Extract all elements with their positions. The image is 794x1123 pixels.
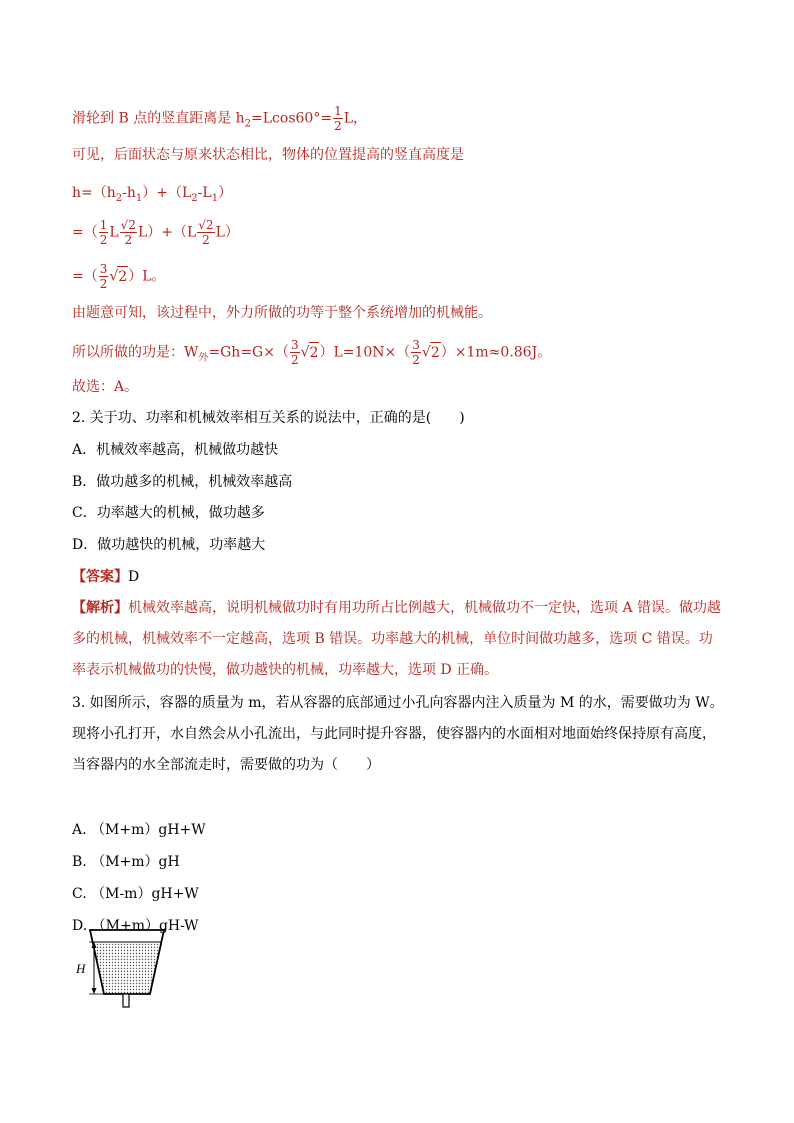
solution-line-5: =（ $\frac{3}{2}$ √2）L。 [72,262,166,291]
fraction: $\frac{√2}{2}$ [120,218,136,247]
question-3-stem: 3. 如图所示，容器的质量为 m，若从容器的底部通过小孔向容器内注入质量为 M 的水，需要做功为 W。现将小孔打开，水自然会从小孔流出，与此同时提升容器，使容器内的水面相对地面始终保持原有高度，当容器内的水全部流走时，需要做的功为（ ） [72,695,724,773]
solution-line-4: =（ $\frac{1}{2}$ L $\frac{√2}{2}$ L）+（L $\frac{√2}{2}$ L） [72,218,239,247]
question-2-option-d: D．做功越快的机械，功率越大 [72,537,266,553]
answer-tag: 【答案】 [72,569,128,585]
fraction: $\frac{3}{2}$ [412,338,420,367]
container-figure [72,922,172,1017]
question-2-option-c: C．功率越大的机械，做功越多 [72,505,265,521]
fraction: $\frac{√2}{2}$ [198,218,214,247]
fraction: $\frac{1}{2}$ [99,218,108,247]
question-2-answer: 【答案】D [72,569,140,585]
solution-line-7: 所以所做的功是：$W_外=Gh=G\times$（ $\frac{3}{2}$ √2）L=10N×（ $\frac{3}{2}$ √2）×1m≈0.86J。 [72,338,552,367]
height-label-h: H [76,961,86,976]
analysis-tag: 【解析】 [72,600,128,616]
question-3-option-b: B. （M+m）gH [72,854,180,870]
solution-line-1: 滑轮到 B 点的竖直距离是 $h_2=Lcos60^\circ=$ $\frac{1}{2}$ L， [72,104,367,133]
fraction: $\frac{3}{2}$ [99,262,108,291]
question-2-stem: 2. 关于功、功率和机械效率相互关系的说法中，正确的是( ) [72,410,465,426]
solution-line-8: 故选：A。 [72,379,139,395]
bottom-hole-tube [123,994,129,1007]
question-3-option-a: A. （M+m）gH+W [72,822,206,838]
solution-line-2: 可见，后面状态与原来状态相比，物体的位置提高的竖直高度是 [72,147,464,163]
solution-line-3: $h=(h_2-h_1)+(L_2-L_1)$ [72,185,233,204]
question-3-option-c: C. （M-m）gH+W [72,886,199,902]
fraction: $\frac{1}{2}$ [334,104,342,133]
question-3-option-d: D. （M+m）gH-W [72,918,199,934]
question-2-option-a: A．机械效率越高，机械做功越快 [72,442,279,458]
question-2-option-b: B．做功越多的机械，机械效率越高 [72,474,293,490]
fraction: $\frac{3}{2}$ [290,338,299,367]
question-2-analysis: 【解析】机械效率越高，说明机械做功时有用功所占比例越大，机械做功不一定快，选项 A 错误。做功越多的机械，机械效率不一定越高，选项 B 错误。功率越大的机械，单位时间做功越多，选项 C 错误。功率表示机械做功的快慢，做功越快的机械，功率越大，选项 D 正确。 [72,600,722,678]
solution-line-6: 由题意可知，该过程中，外力所做的功等于整个系统增加的机械能。 [72,305,492,321]
